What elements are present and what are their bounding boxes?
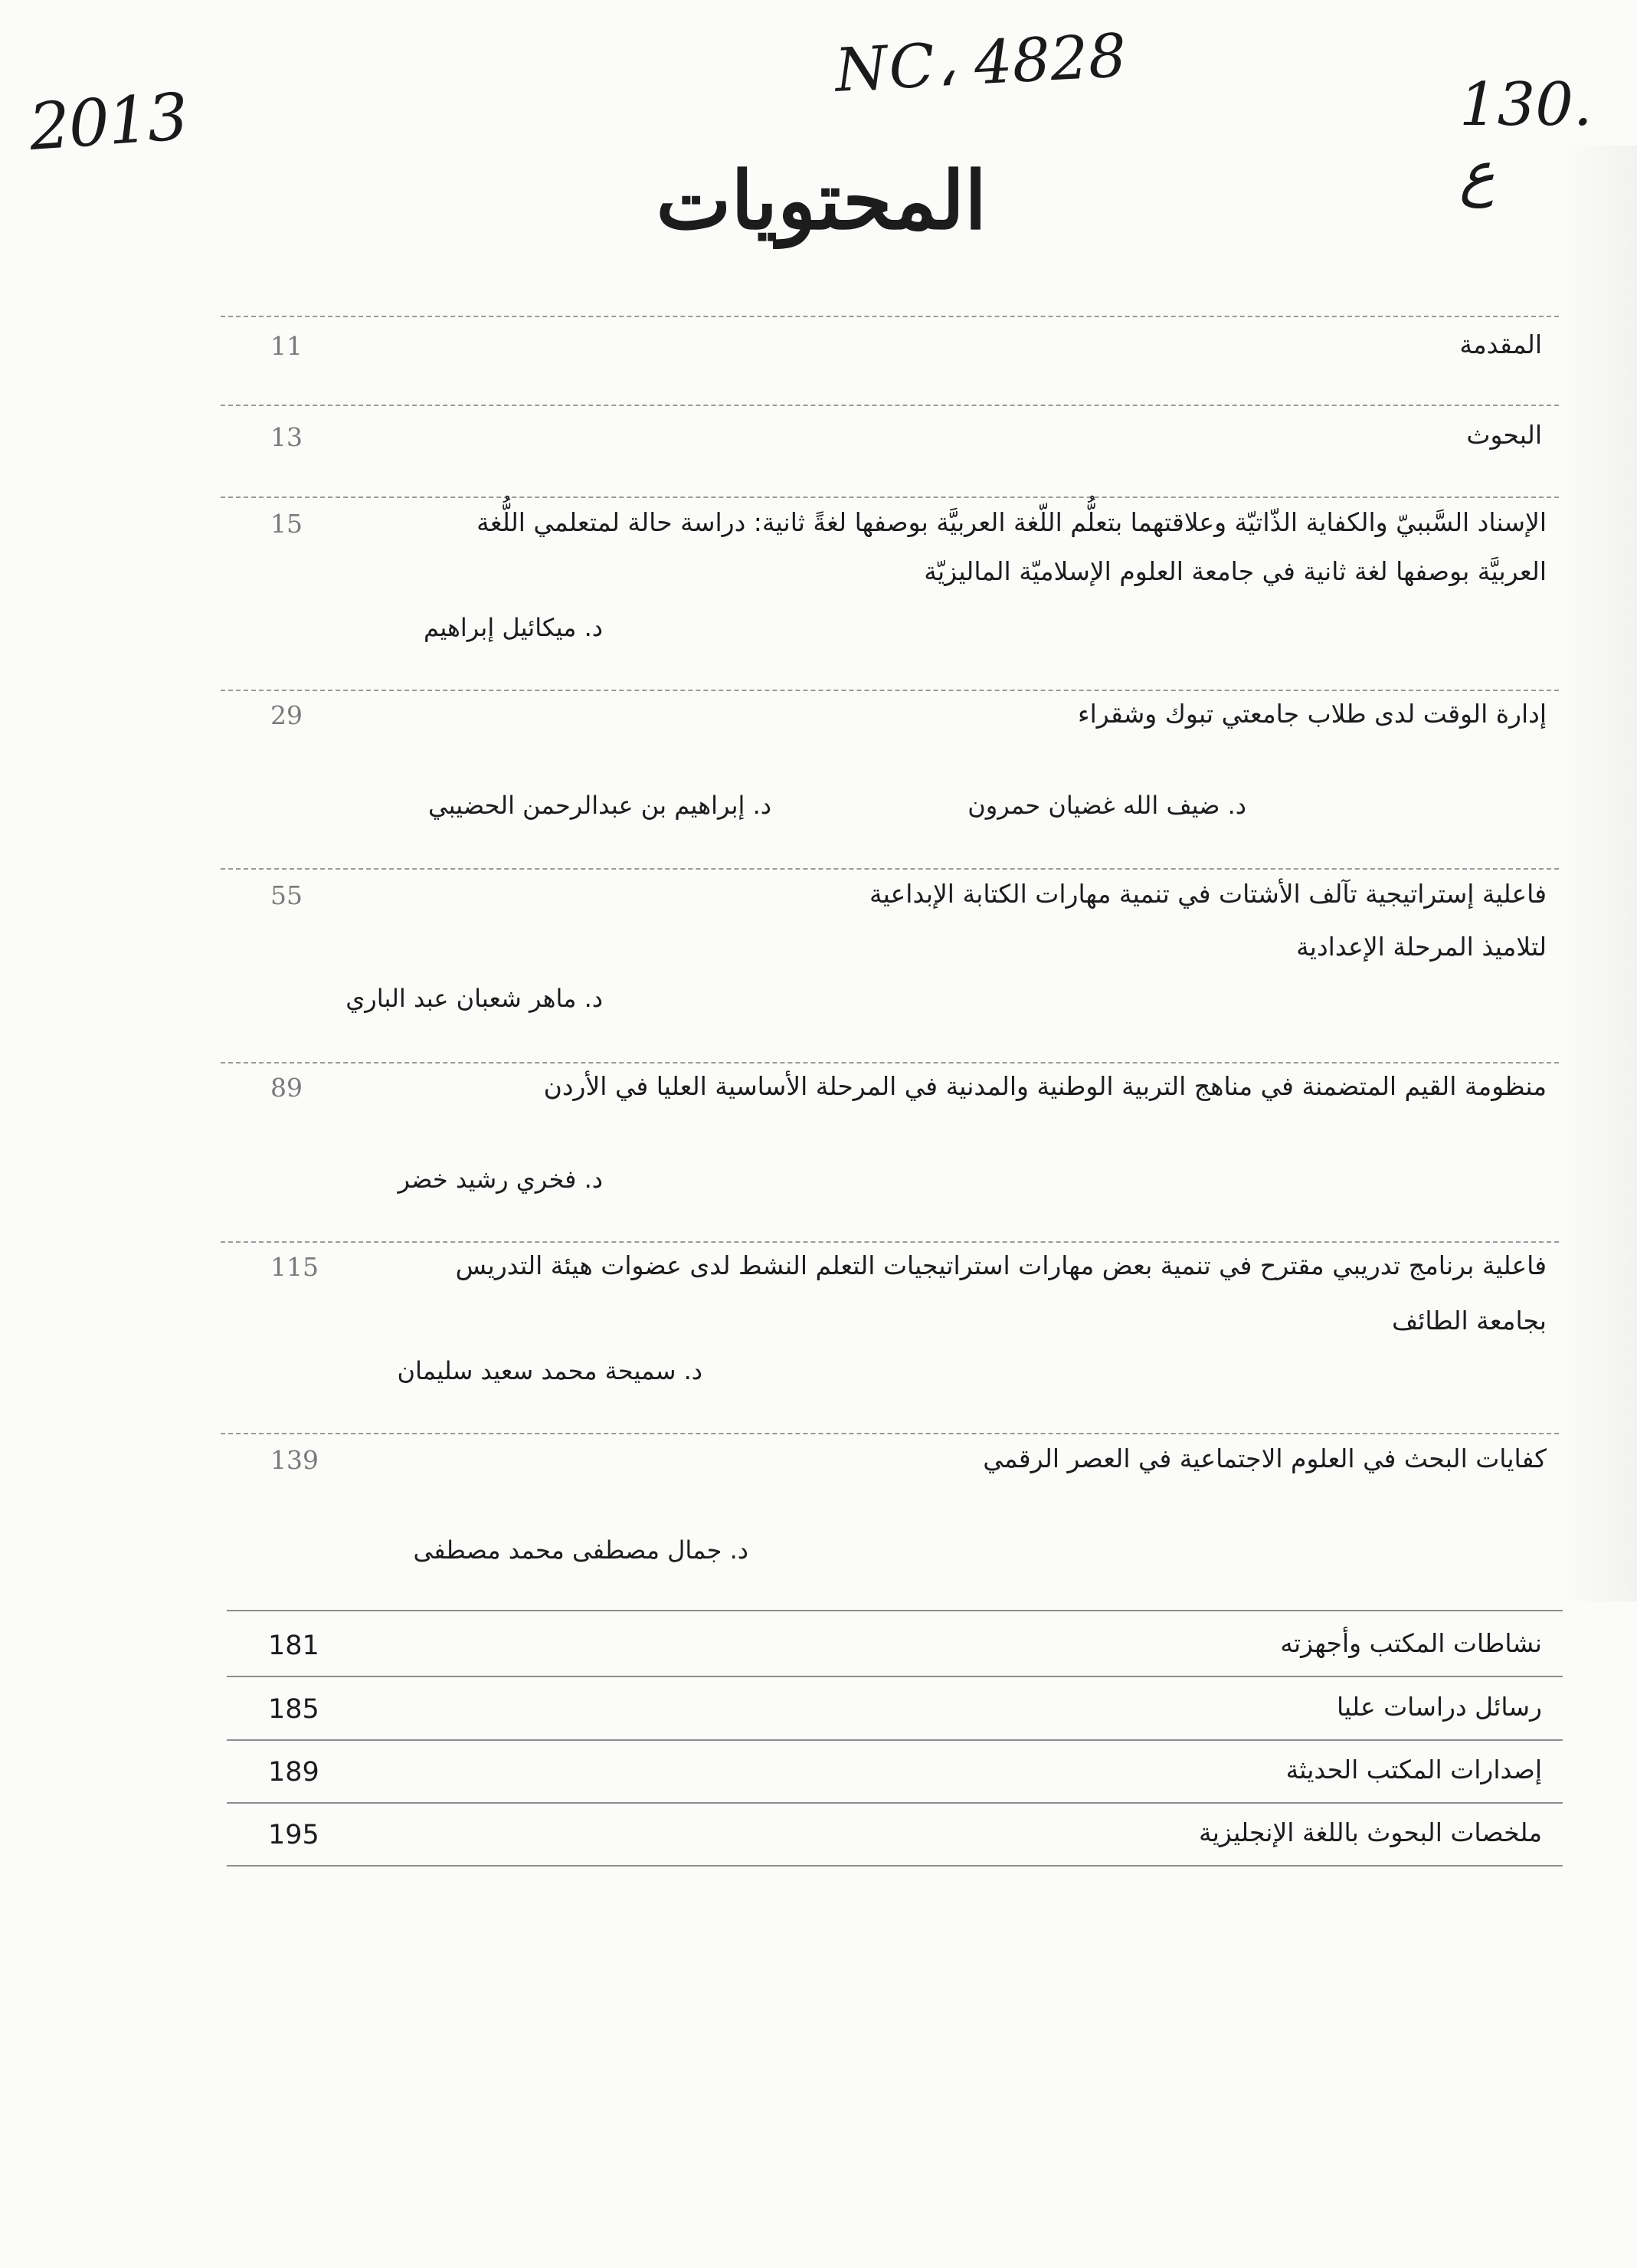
handwritten-year: 2013	[26, 78, 189, 166]
divider	[227, 1610, 1563, 1611]
divider	[221, 1062, 1559, 1064]
article-author: د. إبراهيم بن عبدالرحمن الحضيبي	[427, 791, 771, 820]
page-title: المحتويات	[656, 153, 987, 247]
toc-entry-article-title[interactable]: منظومة القيم المتضمنة في مناهج التربية الوطنية والمدنية في المرحلة الأساسية العليا في الأردن	[543, 1071, 1547, 1101]
page-number: 181	[268, 1631, 319, 1661]
toc-entry-article-title-cont[interactable]: العربيَّة بوصفها لغة ثانية في جامعة العلوم الإسلاميّة الماليزيّة	[924, 556, 1547, 586]
divider	[221, 497, 1559, 498]
page-number: 55	[270, 880, 303, 910]
toc-entry-research[interactable]: البحوث	[1466, 420, 1542, 450]
toc-entry-article-title[interactable]: إدارة الوقت لدى طلاب جامعتي تبوك وشقراء	[1078, 699, 1547, 729]
divider	[221, 1241, 1559, 1243]
divider	[221, 316, 1559, 317]
page-number: 189	[268, 1757, 319, 1788]
divider	[227, 1676, 1563, 1677]
page-number: 13	[270, 422, 303, 452]
article-author: د. سميحة محمد سعيد سليمان	[397, 1356, 702, 1385]
page-number: 185	[268, 1694, 319, 1725]
page-number: 115	[270, 1252, 319, 1282]
page-number: 29	[270, 700, 303, 730]
toc-entry-theses[interactable]: رسائل دراسات عليا	[1337, 1692, 1542, 1722]
toc-entry-intro[interactable]: المقدمة	[1459, 329, 1542, 359]
article-author: د. جمال مصطفى محمد مصطفى	[413, 1535, 748, 1565]
toc-entry-article-title-cont[interactable]: بجامعة الطائف	[1391, 1306, 1547, 1336]
toc-entry-activities[interactable]: نشاطات المكتب وأجهزته	[1280, 1628, 1542, 1658]
toc-entry-abstracts[interactable]: ملخصات البحوث باللغة الإنجليزية	[1199, 1817, 1542, 1847]
toc-entry-article-title[interactable]: كفايات البحث في العلوم الاجتماعية في العصر الرقمي	[983, 1444, 1547, 1473]
article-author: د. ضيف الله غضيان حمرون	[967, 791, 1246, 820]
page-number: 11	[270, 331, 303, 361]
article-author: د. ماهر شعبان عبد الباري	[345, 984, 603, 1013]
toc-entry-article-title[interactable]: فاعلية إستراتيجية تآلف الأشتات في تنمية مهارات الكتابة الإبداعية	[869, 879, 1547, 909]
article-author: د. فخري رشيد خضر	[398, 1165, 603, 1194]
divider	[221, 405, 1559, 406]
divider	[221, 868, 1559, 870]
page-number: 139	[270, 1445, 319, 1475]
page-number: 89	[270, 1073, 303, 1103]
divider	[227, 1802, 1563, 1804]
handwritten-classification: 130. ع	[1459, 70, 1593, 208]
divider	[227, 1865, 1563, 1867]
page-number: 195	[268, 1820, 319, 1850]
handwritten-catalog-code: NC‎، 4828	[833, 21, 1128, 106]
divider	[227, 1739, 1563, 1741]
article-author: د. ميكائيل إبراهيم	[424, 613, 603, 642]
toc-entry-article-title-cont[interactable]: لتلاميذ المرحلة الإعدادية	[1296, 932, 1547, 962]
toc-entry-article-title[interactable]: فاعلية برنامج تدريبي مقترح في تنمية بعض مهارات استراتيجيات التعلم النشط لدى عضوات هيئة التدريس	[455, 1250, 1547, 1280]
toc-entry-publications[interactable]: إصدارات المكتب الحديثة	[1285, 1755, 1542, 1785]
toc-entry-article-title[interactable]: الإسناد السَّببيّ والكفاية الذّاتيّة وعلاقتهما بتعلُّم اللّغة العربيَّة بوصفها لغةً ثانية: دراسة حالة لمتعلمي اللُّغة	[476, 507, 1547, 537]
divider	[221, 1433, 1559, 1434]
page-edge-shadow	[1563, 146, 1637, 1601]
page-number: 15	[270, 509, 303, 539]
divider	[221, 690, 1559, 691]
